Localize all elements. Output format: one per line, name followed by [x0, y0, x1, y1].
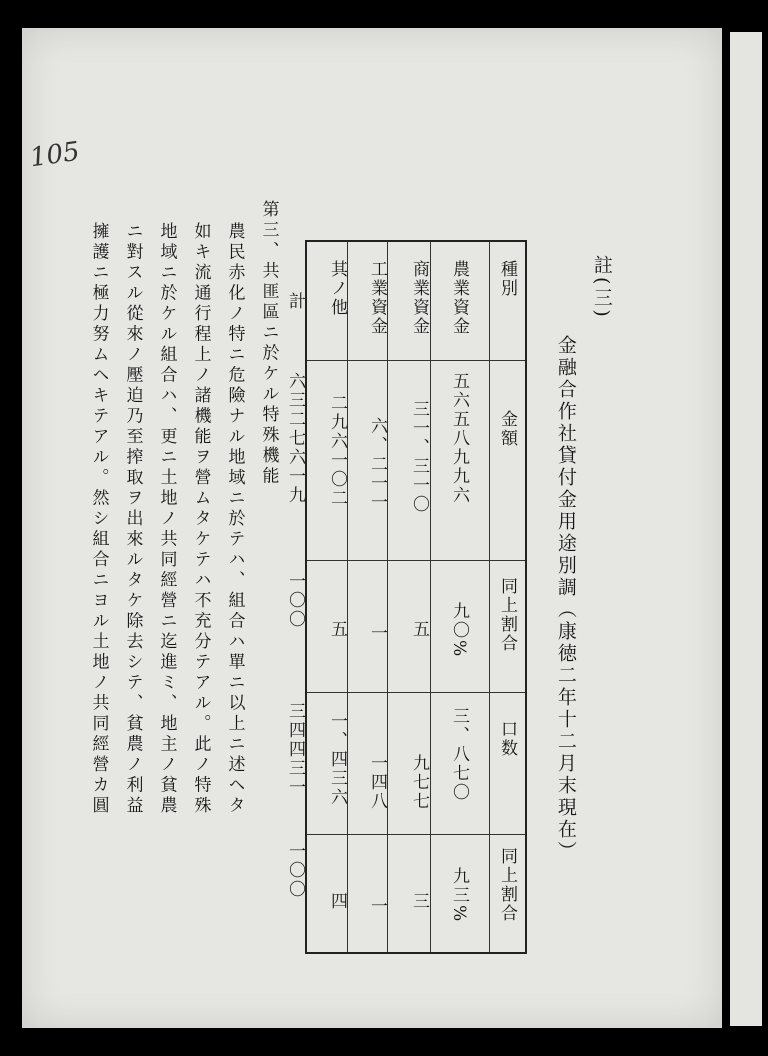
cell-amount: 三一、三一〇 — [409, 400, 429, 514]
cell-amount-ratio: 五 — [327, 620, 347, 639]
cell-count-ratio: 一〇〇 — [285, 842, 305, 899]
table-title: 金融合作社貸付金用途別調（康徳二年十二月末現在） — [554, 335, 577, 863]
header-count: 口数 — [497, 720, 517, 758]
cell-count: 一、四三六 — [327, 712, 347, 807]
header-amount: 金額 — [497, 410, 517, 448]
section-heading: 第三、共匪區ニ於ケル特殊機能 — [258, 200, 279, 487]
column-rule — [489, 242, 490, 952]
note-heading: 註(三) — [590, 255, 613, 320]
body-line: 擁護ニ極力努ムヘキテアル。然シ組合ニヨル土地ノ共同經營カ圓 — [88, 222, 109, 817]
row-divider — [307, 692, 525, 693]
cell-amount: 五六五八九九六 — [449, 372, 469, 505]
adjacent-page-edge — [730, 32, 762, 1026]
body-line: 地域ニ於ケル組合ハ、更ニ土地ノ共同經營ニ迄進ミ、地主ノ貧農 — [156, 222, 177, 817]
cell-amount: 二九六一〇二 — [327, 394, 347, 508]
cell-amount-ratio: 一 — [367, 624, 387, 643]
cell-amount: 六三二七六一九 — [285, 372, 305, 505]
row-divider — [307, 560, 525, 561]
header-amount-ratio: 同上割合 — [497, 577, 517, 653]
page-number: 105 — [28, 136, 82, 174]
header-divider — [307, 360, 525, 361]
column-rule — [347, 242, 348, 952]
cell-count: 九七七 — [409, 754, 429, 811]
cell-count-ratio: 四 — [327, 892, 347, 911]
column-rule — [430, 242, 431, 952]
body-line: 農民赤化ノ特ニ危險ナル地域ニ於テハ、組合ハ單ニ以上ニ述ヘタ — [224, 222, 245, 817]
cell-amount-ratio: 一〇〇 — [285, 572, 305, 629]
column-rule — [387, 242, 388, 952]
row-label-commerce: 商業資金 — [409, 260, 429, 336]
cell-count: 三、八七〇 — [449, 707, 469, 802]
cell-count-ratio: 九三% — [449, 867, 469, 924]
row-label-agriculture: 農業資金 — [449, 260, 469, 336]
row-label-industry: 工業資金 — [367, 260, 387, 336]
body-line: 如キ流通行程上ノ諸機能ヲ營ムタケテハ不充分テアル。此ノ特殊 — [190, 222, 211, 817]
cell-count: 一四八 — [367, 754, 387, 811]
loan-usage-table — [285, 240, 527, 954]
row-label-total: 計 — [285, 292, 305, 311]
cell-amount-ratio: 五 — [409, 620, 429, 639]
row-divider — [307, 834, 525, 835]
cell-count-ratio: 三 — [409, 892, 429, 911]
header-category: 種別 — [497, 260, 517, 298]
cell-count-ratio: 一 — [367, 897, 387, 916]
cell-count: 三四四三一 — [285, 702, 305, 797]
header-count-ratio: 同上割合 — [497, 847, 517, 923]
cell-amount-ratio: 九〇% — [449, 602, 469, 659]
cell-amount: 六、二一一 — [367, 417, 387, 512]
row-label-other: 其ノ他 — [327, 260, 347, 317]
body-line: ニ對スル從來ノ壓迫乃至搾取ヲ出來ルタケ除去シテ、貧農ノ利益 — [122, 222, 143, 817]
